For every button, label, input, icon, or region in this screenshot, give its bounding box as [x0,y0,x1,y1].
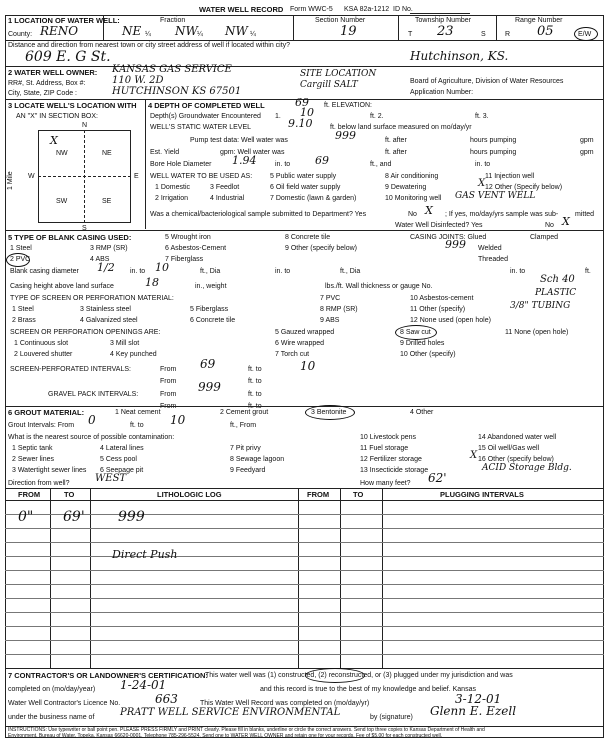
yield-after: ft. after [385,149,407,156]
grout-ft-to: ft. to [130,422,144,429]
openings-label: SCREEN OR PERFORATION OPENINGS ARE: [10,329,161,336]
gravel-from: From [160,391,177,398]
bore-tail: ft., and [370,161,392,168]
casing-welded: Welded [478,245,502,252]
casing-height-label: Casing height above land surface [10,283,114,290]
contam-lagoon: 8 Sewage lagoon [230,456,285,463]
direction-value: WEST [95,473,127,484]
chem-no-x: X [425,204,433,217]
pump-hours: hours pumping [470,137,517,144]
contam-fuel: 11 Fuel storage [360,445,409,452]
chem-sample-tail: ; If yes, mo/day/yrs sample was sub- [445,211,559,218]
log-row-from: 0" [18,509,34,525]
south-label: S [82,225,87,232]
grout-from-value: 0 [88,413,96,427]
contam-septic: 1 Septic tank [12,445,53,452]
depth-value: 69 [295,96,309,109]
section-number-value: 19 [340,24,357,39]
address-label: RR#, St. Address, Box #: [8,80,86,87]
elevation-label: ft. ELEVATION: [324,102,372,109]
quarter-mark: ¼ [250,31,256,38]
howmany-value: 62' [428,471,447,485]
gw-1-label: 1. [275,113,281,120]
bore-value: 1.94 [232,154,257,167]
grout-cement: 2 Cement grout [220,409,269,416]
fraction-label: Fraction [160,17,186,24]
use-other-value: GAS VENT WELL [455,191,536,201]
plug-from-header: FROM [307,490,330,499]
disinfected-label: Water Well Disinfected? Yes [395,222,483,229]
use-dewatering: 9 Dewatering [385,184,427,191]
form-number: Form WWC-5 [290,6,333,13]
county-label: County: [8,31,33,38]
use-feedlot: 3 Feedlot [210,184,240,191]
casing-steel: 1 Steel [10,245,32,252]
ne-label: NE [102,150,112,157]
id-label: ID No. [393,6,413,13]
section-5-label: 5 TYPE OF BLANK CASING USED: [8,233,132,242]
owner-city: HUTCHINSON KS 67501 [112,86,242,97]
screen-stainless: 3 Stainless steel [80,306,131,313]
casing-joints-label: CASING JOINTS: Glued [410,234,487,241]
use-injection: 11 Injection well [485,173,535,180]
gravel-from-value: 999 [198,380,221,394]
site-note-1: SITE LOCATION [300,69,377,79]
range-r: R [505,31,511,38]
cert-licence-label: Water Well Contractor's Licence No. [8,700,121,707]
log-row-lith: 999 [118,509,145,525]
perf-ft-to-2: ft. to [248,378,262,385]
section-7-label: 7 CONTRACTOR'S OR LANDOWNER'S CERTIFICATION: [8,671,208,680]
city-state-label: City, State, ZIP Code : [8,90,77,97]
cert-line-2: and this record is true to the best of my knowledge and belief. Kansas [260,686,476,693]
casing-fiberglass: 7 Fiberglass [165,256,204,263]
grout-ft-from: ft., From [230,422,257,429]
screen-fiberglass: 5 Fiberglass [190,306,229,313]
howmany-label: How many feet? [360,480,411,487]
groundwater-label: Depth(s) Groundwater Encountered [150,113,261,120]
chem-sample-label: Was a chemical/bacteriological sample submitted to Department? Yes [150,211,367,218]
cert-record-label: This Water Well Record was completed on (mo/day/yr) [200,700,370,707]
use-industrial: 4 Industrial [210,195,245,202]
screen-pvc: 7 PVC [320,295,341,302]
form-title: WATER WELL RECORD [199,5,284,14]
log-note: Direct Push [112,548,178,561]
use-public: 5 Public water supply [270,173,337,180]
west-label: W [28,173,35,180]
address-value: 609 E. G St. [25,49,111,65]
contam-cess: 5 Cess pool [100,456,137,463]
cert-business-value: PRATT WELL SERVICE ENVIRONMENTAL [120,707,341,718]
use-other: 12 Other (Specify below) [485,184,563,191]
casing-ft: ft. [585,268,591,275]
static-level-value: 9.10 [288,117,313,130]
opening-key: 4 Key punched [110,351,157,358]
city-value: Hutchinson, KS. [410,49,509,63]
yield-label: Est. Yield [150,149,180,156]
casing-height-value: 18 [145,276,159,289]
screen-steel: 1 Steel [12,306,34,313]
grout-bentonite: 3 Bentonite [311,409,347,416]
contam-livestock: 10 Livestock pens [360,434,417,441]
gw-2-label: ft. 2. [370,113,384,120]
township-label: Township Number [415,17,472,24]
direction-label: Direction from well? [8,480,70,487]
log-to-header: TO [64,490,75,499]
use-other-x: X [478,178,486,189]
section-3-label: 3 LOCATE WELL'S LOCATION WITH [8,101,137,110]
quarter-mark: ¼ [145,31,151,38]
static-level-label: WELL'S STATIC WATER LEVEL [150,124,252,131]
perf-from: From [160,366,177,373]
cert-business-label: under the business name of [8,714,95,721]
cert-completed-date: 1-24-01 [120,678,167,692]
cert-line-1: This water well was (1) constructed, (2) reconstructed, or (3) plugged under my jurisdiction and was [205,672,513,679]
grout-other: 4 Other [410,409,434,416]
screen-other-value: PLASTIC [535,288,577,298]
log-lith-header: LITHOLOGIC LOG [157,490,222,499]
grout-to-value: 10 [170,413,186,427]
pump-label: Pump test data: Well water was [190,137,288,144]
section-number-label: Section Number [315,17,366,24]
casing-abs: 4 ABS [90,256,110,263]
opening-drilled: 9 Drilled holes [400,340,445,347]
perf-to-value: 10 [300,359,316,373]
ksa-number: KSA 82a-1212 [344,6,390,13]
bore-to-value: 69 [315,154,329,167]
perf-ft-to: ft. to [248,366,262,373]
contam-lateral: 4 Lateral lines [100,445,144,452]
contam-watertight: 3 Watertight sewer lines [12,467,87,474]
contam-abandoned: 14 Abandoned water well [478,434,557,441]
chem-no: No [408,211,417,218]
fraction-1: NE [122,24,142,38]
disinfected-x: X [562,215,570,228]
opening-louvered: 2 Louvered shutter [14,351,73,358]
casing-diameter-label: Blank casing diameter [10,268,79,275]
nw-label: NW [56,150,68,157]
plug-intervals-header: PLUGGING INTERVALS [440,490,524,499]
casing-rmp: 3 RMP (SR) [90,245,128,252]
contam-privy: 7 Pit privy [230,445,261,452]
opening-gauzed: 5 Gauzed wrapped [275,329,335,336]
chem-mitted: mitted [575,211,595,218]
board-text: Board of Agriculture, Division of Water Resources [410,78,564,85]
mile-label: 1 Mile [7,171,14,190]
casing-in-to: in. to [130,268,146,275]
casing-gauge-label: lbs./ft. Wall thickness or gauge No. [325,283,433,290]
disinfected-no: No [545,222,554,229]
opening-continuous: 1 Continuous slot [14,340,69,347]
casing-concrete: 8 Concrete tile [285,234,331,241]
groundwater-1-value: 10 [300,106,314,119]
gravel-from-2: From [160,403,177,410]
casing-diameter-value: 1/2 [97,261,115,274]
fraction-3: NW [225,24,248,38]
grout-neat: 1 Neat cement [115,409,161,416]
section-6-label: 6 GROUT MATERIAL: [8,408,85,417]
bore-label: Bore Hole Diameter [150,161,212,168]
casing-in-to-3: in. to [510,268,526,275]
application-label: Application Number: [410,89,474,96]
casing-asbestos: 6 Asbestos-Cement [165,245,227,252]
screen-other-value-2: 3/8" TUBING [510,301,571,311]
screen-other: 11 Other (specify) [410,306,466,313]
casing-threaded: Threaded [478,256,508,263]
pump-gpm: gpm [580,137,594,144]
opening-other: 10 Other (specify) [400,351,456,358]
screen-concrete: 6 Concrete tile [190,317,236,324]
gravel-ft-to-2: ft. to [248,403,262,410]
instructions-line-1: INSTRUCTIONS: Use typewriter or ball point pen. PLEASE PRESS FIRMLY and PRINT clearly. Please fill in blanks, underline or circle the correct answers. Send top three copies to Kansas Department of Health and [8,727,485,733]
opening-torch: 7 Torch cut [275,351,310,358]
pump-after: ft. after [385,137,407,144]
contam-oilwell: 15 Oil well/Gas well [478,445,540,452]
bore-in: in. to [275,161,291,168]
pump-value: 999 [335,129,356,142]
yield-gpm: gpm: Well water was [220,149,285,156]
sw-label: SW [56,198,68,205]
screen-asbestos: 10 Asbestos-cement [410,295,474,302]
casing-height-tail: in., weight [195,283,227,290]
range-label: Range Number [515,17,563,24]
range-value: 05 [537,24,554,39]
contam-feedyard: 9 Feedyard [230,467,266,474]
site-note-2: Cargill SALT [300,80,358,90]
section-2-label: 2 WATER WELL OWNER: [8,68,98,77]
perforated-intervals-label: SCREEN-PERFORATED INTERVALS: [10,366,131,373]
quarter-mark: ¼ [197,31,203,38]
opening-saw: 8 Saw cut [400,329,431,336]
use-monitoring: 10 Monitoring well [385,195,442,202]
screen-brass: 2 Brass [12,317,36,324]
casing-pvc: 2 PVC [10,256,31,263]
casing-ft-dia: ft., Dia [340,268,361,275]
plug-to-header: TO [353,490,364,499]
use-oilfield: 6 Oil field water supply [270,184,341,191]
cert-record-date: 3-12-01 [455,692,502,706]
static-level-tail: ft. below land surface measured on mo/day/yr [330,124,472,131]
casing-wrought: 5 Wrought iron [165,234,211,241]
use-air: 8 Air conditioning [385,173,439,180]
county-value: RENO [40,24,79,38]
north-label: N [82,122,88,129]
owner-name: KANSAS GAS SERVICE [112,64,232,75]
gravel-pack-label: GRAVEL PACK INTERVALS: [48,391,139,398]
cert-signature-label: by (signature) [370,714,413,721]
owner-street: 110 W. 2D [112,75,164,86]
casing-joints-value: 999 [445,238,466,251]
township-t: T [408,31,413,38]
yield-hours: hours pumping [470,149,517,156]
section-box-label: AN "X" IN SECTION BOX: [16,113,98,120]
contam-fertilizer: 12 Fertilizer storage [360,456,422,463]
distance-label: Distance and direction from nearest town or city street address of well if located within city? [8,42,291,49]
casing-gauge-value: Sch 40 [540,274,575,285]
se-label: SE [102,198,112,205]
cert-licence-value: 663 [155,692,178,706]
fraction-2: NW [175,24,198,38]
township-value: 23 [437,24,454,39]
use-irrigation: 2 Irrigation [155,195,189,202]
screen-abs: 9 ABS [320,317,340,324]
grout-intervals-label: Grout Intervals: From [8,422,75,429]
section-4-label: 4 DEPTH OF COMPLETED WELL [148,101,265,110]
gw-3-label: ft. 3. [475,113,489,120]
use-label: WELL WATER TO BE USED AS: [150,173,253,180]
bore-in-2: in. to [475,161,491,168]
township-s: S [481,31,486,38]
contam-other-x: X [470,450,478,461]
contam-other-value: ACID Storage Bldg. [482,463,572,473]
opening-mill: 3 Mill slot [110,340,140,347]
cert-completed-label: completed on (mo/day/year) [8,686,96,693]
yield-gpm-2: gpm [580,149,594,156]
screen-galvanized: 4 Galvanized steel [80,317,138,324]
instructions-line-2: Environment, Bureau of Water, Topeka, Kansas 66620-0001. Telephone 785-296-5524. Send one to WATER WELL OWNER and retain one for your records. Fee of $5.00 for each constructed well. [8,733,443,739]
location-x-mark: X [50,134,58,147]
casing-clamped: Clamped [530,234,559,241]
opening-wire: 6 Wire wrapped [275,340,325,347]
contam-other: 16 Other (specify below) [478,456,554,463]
log-from-header: FROM [18,490,41,499]
screen-rmp: 8 RMP (SR) [320,306,358,313]
contam-seepage: 6 Seepage pit [100,467,144,474]
contamination-label: What is the nearest source of possible contamination: [8,434,175,441]
use-lawn: 7 Domestic (lawn & garden) [270,195,357,202]
screen-none: 12 None used (open hole) [410,317,491,324]
casing-other: 9 Other (specify below) [285,245,357,252]
contam-insecticide: 13 Insecticide storage [360,467,429,474]
log-row-to: 69' [63,509,85,525]
section-1-label: 1 LOCATION OF WATER WELL: [8,16,120,25]
gravel-ft-to: ft. to [248,391,262,398]
contam-sewer: 2 Sewer lines [12,456,55,463]
opening-none: 11 None (open hole) [505,329,569,336]
perf-from-value: 69 [200,357,216,371]
screen-material-label: TYPE OF SCREEN OR PERFORATION MATERIAL: [10,295,174,302]
east-label: E [134,173,139,180]
casing-to-value: 10 [155,261,169,274]
perf-from-2: From [160,378,177,385]
casing-dia: ft., Dia [200,268,221,275]
casing-in-to-2: in. to [275,268,291,275]
range-ew: E/W [578,31,592,38]
cert-signature: Glenn E. Ezell [430,704,517,718]
use-domestic: 1 Domestic [155,184,191,191]
